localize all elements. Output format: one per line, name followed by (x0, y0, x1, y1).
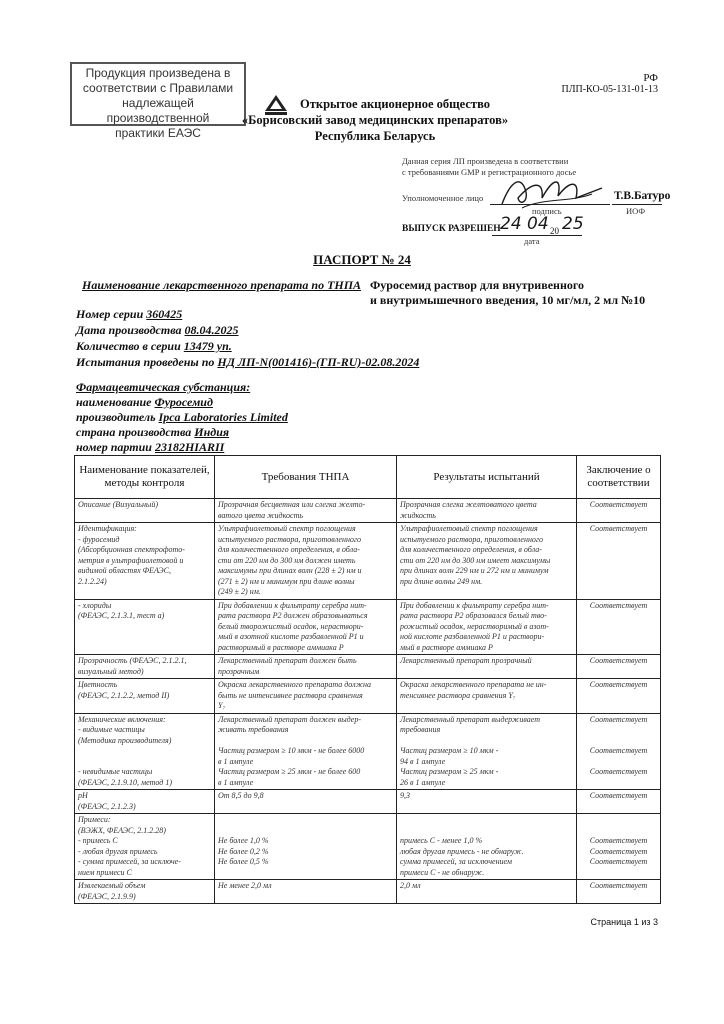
release-year-prefix: 20 (550, 226, 559, 236)
prod-date-value: 08.04.2025 (184, 323, 239, 337)
row-result: Лекарственный препарат прозрачный (397, 655, 577, 679)
row-conclusion: Соответствует (577, 790, 661, 814)
substance-country-label: страна производства (76, 425, 192, 439)
date-label: дата (524, 236, 540, 246)
row-indicator: Механические включения: - видимые частицы (Методика производителя) - невидимые частицы (ФЕАЭС, 2.1.9.10, метод 1) (75, 713, 215, 790)
header-results: Результаты испытаний (397, 456, 577, 499)
row-result: Прозрачная слегка желтоватого цвета жидкость (397, 499, 577, 523)
row-conclusion: Соответствует (577, 599, 661, 655)
row-requirement: Лекарственный препарат должен выдер- живать требования Частиц размером ≥ 10 мкм - не более 6000 в 1 ампуле Частиц размером ≥ 25 мкм - не более 600 в 1 ампуле (215, 713, 397, 790)
row-requirement: При добавлении к фильтрату серебра нит- рата раствора Р2 должен образовываться белый творожистый осадок, нераствори- мый в азотной кислоте разбавленной Р1 и растворимый в растворе аммиака Р (215, 599, 397, 655)
authorized-name: Т.В.Батуро (614, 190, 671, 202)
table-row (75, 499, 661, 523)
table-header-row (75, 456, 661, 499)
qty-label: Количество в серии (76, 339, 181, 353)
row-requirement: От 8,5 до 9,8 (215, 790, 397, 814)
country-code: РФ (643, 72, 658, 84)
product-name (370, 278, 645, 308)
release-year: 25 (562, 214, 584, 234)
series-value: 360425 (146, 307, 183, 321)
row-result: При добавлении к фильтрату серебра нит- рата раствора Р2 образовался белый тво- рожистый осадок, нерастворимый в азот- ной кислоте разбавленной Р1 и раствори- мый в растворе аммиака Р (397, 599, 577, 655)
row-indicator: Прозрачность (ФЕАЭС, 2.1.2.1, визуальный метод) (75, 655, 215, 679)
series-row (76, 306, 419, 322)
tests-label: Испытания проведены по (76, 355, 215, 369)
substance-name-row (76, 395, 288, 410)
substance-block (76, 380, 288, 455)
company-name (230, 96, 520, 144)
doc-code: ПЛП-КО-05-131-01-13 (561, 84, 658, 95)
row-indicator: Идентификация: - фуросемид (Абсорбционная спектрофото- метрия в ультрафиолетовой и видимой областях ФЕАЭС, 2.1.2.24) (75, 523, 215, 600)
row-requirement: Окраска лекарственного препарата должна быть не интенсивнее раствора сравнения Y₇ (215, 679, 397, 714)
substance-country-value: Индия (194, 425, 230, 439)
gmp-line: с требованиями GMP и регистрационного досье (402, 167, 577, 177)
passport-title (0, 252, 724, 268)
row-result: Окраска лекарственного препарата не ин- тенсивнее раствора сравнения Y₇ (397, 679, 577, 714)
substance-maker-value: Ipca Laboratories Limited (158, 410, 288, 424)
table-row (75, 880, 661, 904)
table-row (75, 655, 661, 679)
gmp-stamp (70, 62, 246, 140)
name-line (612, 204, 662, 205)
series-label: Номер серии (76, 307, 144, 321)
row-indicator: Примеси: (ВЭЖХ, ФЕАЭС, 2.1.2.28) - примесь С - любая другая примесь - сумма примесей, за исключе- нием примеси С (75, 814, 215, 880)
row-result: примесь С - менее 1,0 % любая другая примесь - не обнаруж. сумма примесей, за исключением примеси С - не обнаруж. (397, 814, 577, 880)
row-conclusion: Соответствует Соответствует Соответствует (577, 814, 661, 880)
company-line: Открытое акционерное общество (300, 97, 490, 111)
table-row (75, 814, 661, 880)
row-conclusion: Соответствует (577, 679, 661, 714)
substance-name-value: Фуросемид (154, 395, 213, 409)
row-conclusion: Соответствует Соответствует Соответствует (577, 713, 661, 790)
table-row (75, 679, 661, 714)
row-indicator: Описание (Визуальный) (75, 499, 215, 523)
authorized-label: Уполномоченное лицо (402, 193, 484, 203)
substance-batch-value: 23182HIARII (154, 440, 225, 454)
substance-country-row (76, 425, 288, 440)
passport-title-text: ПАСПОРТ № 24 (313, 252, 411, 267)
signature-label: подпись (532, 206, 562, 216)
table-row (75, 713, 661, 790)
release-label: ВЫПУСК РАЗРЕШЕН (402, 224, 501, 234)
table-row (75, 790, 661, 814)
row-requirement: Не более 1,0 % Не более 0,2 % Не более 0,5 % (215, 814, 397, 880)
company-line: «Борисовский завод медицинских препаратов» (241, 113, 509, 127)
row-result: 2,0 мл (397, 880, 577, 904)
row-indicator: Цветность (ФЕАЭС, 2.1.2.2, метод II) (75, 679, 215, 714)
row-indicator: Извлекаемый объем (ФЕАЭС, 2.1.9.9) (75, 880, 215, 904)
product-name-label: Наименование лекарственного препарата по ТНПА (82, 278, 362, 292)
row-requirement: Ультрафиолетовый спектр поглощения испытуемого раствора, приготовленного для количественного определения, в обла- сти от 220 нм до 300 нм должен иметь максимумы при длинах волн (228 ± 2) нм и (271 ± 2) нм и минимум при длине волны (249 ± 2) нм. (215, 523, 397, 600)
substance-title: Фармацевтическая субстанция: (76, 380, 251, 394)
specification-table (74, 455, 661, 904)
gmp-line: Данная серия ЛП произведена в соответствии (402, 156, 569, 166)
substance-batch-row (76, 440, 288, 455)
row-indicator: - хлориды (ФЕАЭС, 2.1.3.1, тест а) (75, 599, 215, 655)
name-label: ИОФ (626, 206, 646, 216)
stamp-line: надлежащей производственной (106, 96, 210, 125)
substance-name-label: наименование (76, 395, 152, 409)
page-number: Страница 1 из 3 (590, 917, 658, 927)
stamp-line: Продукция произведена в (85, 66, 231, 80)
substance-maker-label: производитель (76, 410, 156, 424)
prod-date-label: Дата производства (76, 323, 182, 337)
row-conclusion: Соответствует (577, 523, 661, 600)
stamp-line: соответствии с Правилами (82, 81, 234, 95)
product-details (76, 306, 419, 370)
release-day-month: 24 04 (500, 214, 549, 234)
company-line: Республика Беларусь (314, 129, 436, 143)
tests-value: НД ЛП-N(001416)-(ГП-RU)-02.08.2024 (217, 355, 420, 369)
row-result: Лекарственный препарат выдерживает требования Частиц размером ≥ 10 мкм - 94 в 1 ампуле Частиц размером ≥ 25 мкм - 26 в 1 ампуле (397, 713, 577, 790)
tests-row (76, 354, 419, 370)
prod-date-row (76, 322, 419, 338)
row-conclusion: Соответствует (577, 880, 661, 904)
row-conclusion: Соответствует (577, 499, 661, 523)
row-result: 9,3 (397, 790, 577, 814)
table-row (75, 523, 661, 600)
substance-maker-row (76, 410, 288, 425)
product-name-line: и внутримышечного введения, 10 мг/мл, 2 мл №10 (370, 293, 646, 307)
row-requirement: Прозрачная бесцветная или слегка желто- ватого цвета жидкость (215, 499, 397, 523)
qty-row (76, 338, 419, 354)
header-requirements: Требования ТНПА (215, 456, 397, 499)
row-requirement: Лекарственный препарат должен быть прозрачным (215, 655, 397, 679)
substance-batch-label: номер партии (76, 440, 152, 454)
stamp-line: практики ЕАЭС (115, 126, 201, 140)
row-result: Ультрафиолетовый спектр поглощения испытуемого раствора, приготовленного для количественного определения, в обла- сти от 220 нм до 300 нм имеет максимумы при длинах волн 229 нм и 272 нм и минимум при длине волны 249 нм. (397, 523, 577, 600)
row-indicator: pH (ФЕАЭС, 2.1.2.3) (75, 790, 215, 814)
header-conclusion: Заключение о соответствии (577, 456, 661, 499)
table-row (75, 599, 661, 655)
row-requirement: Не менее 2,0 мл (215, 880, 397, 904)
product-name-line: Фуросемид раствор для внутривенного (370, 278, 585, 292)
row-conclusion: Соответствует (577, 655, 661, 679)
qty-value: 13479 уп. (183, 339, 232, 353)
header-indicator: Наименование показателей, методы контроля (75, 456, 215, 499)
